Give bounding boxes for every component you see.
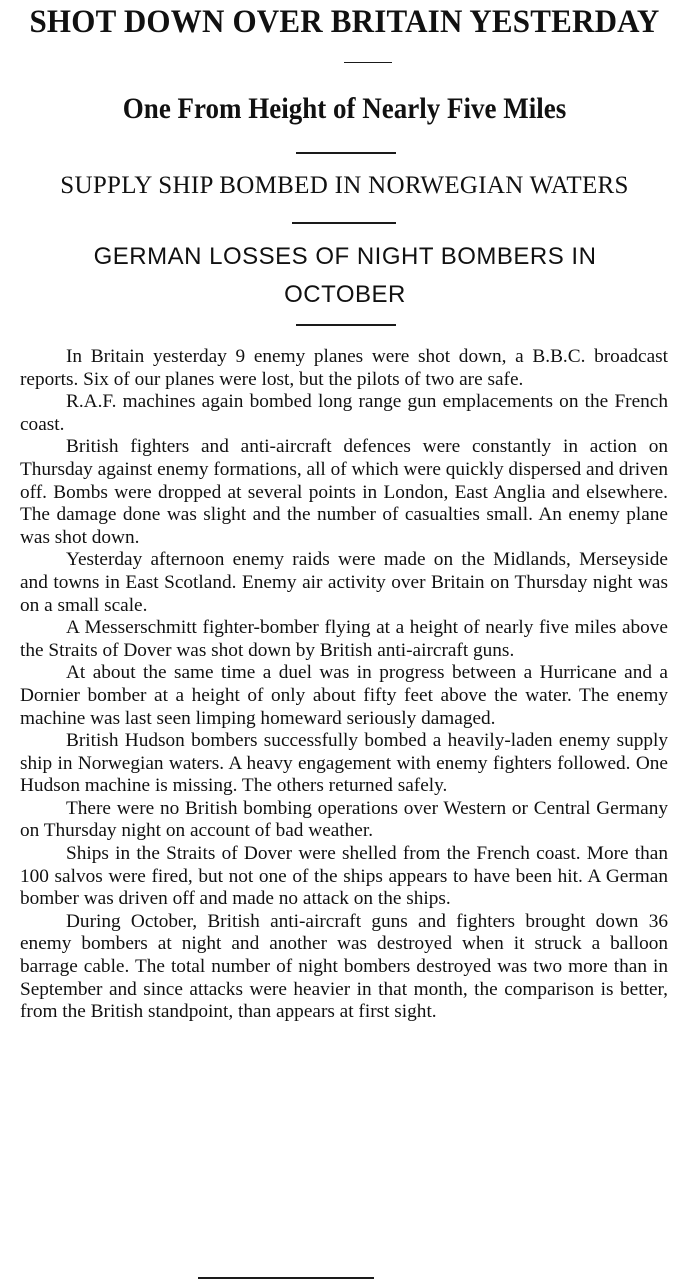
article-paragraph: British fighters and anti-aircraft defences were constantly in action on Thursday against enemy formations, all of which were quickly dispersed and driven off. Bombs were dropped at several points in London, East Anglia and elsewhere. The damage done was slight and the number of casualties small. An enemy plane was shot down. bbox=[20, 436, 668, 548]
main-headline: SHOT DOWN OVER BRITAIN YESTERDAY bbox=[29, 4, 660, 40]
article-paragraph: During October, British anti-aircraft guns and fighters brought down 36 enemy bombers at night and another was destroyed when it struck a balloon barrage cable. The total number of night bombers destroyed was two more than in September and since attacks were heavier in that month, the comparison is better, from the British standpoint, than appears at first sight. bbox=[20, 910, 668, 1023]
article-paragraph: At about the same time a duel was in progress between a Hurricane and a Dornier bomber at a height of only about fifty feet above the water. The enemy machine was last seen limping homeward seriously damaged. bbox=[20, 662, 668, 729]
article-paragraph: A Messerschmitt fighter-bomber flying at a height of nearly five miles above the Straits of Dover was shot down by British anti-aircraft guns. bbox=[20, 617, 668, 661]
article-paragraph: Ships in the Straits of Dover were shelled from the French coast. More than 100 salvos were fired, but not one of the ships appears to have been hit. A German bomber was driven off and made no attack on the ships. bbox=[20, 843, 668, 910]
article-paragraph: There were no British bombing operations over Western or Central Germany on Thursday night on account of bad weather. bbox=[20, 797, 668, 842]
article-paragraph: R.A.F. machines again bombed long range gun emplacements on the French coast. bbox=[20, 391, 668, 435]
divider-rule bbox=[344, 62, 392, 63]
divider-rule bbox=[296, 152, 396, 154]
article-paragraph: Yesterday afternoon enemy raids were made on the Midlands, Merseyside and towns in East Scotland. Enemy air activity over Britain on Thursday night was on a small scale. bbox=[20, 549, 668, 616]
end-rule bbox=[198, 1277, 374, 1279]
article-body bbox=[20, 346, 668, 1024]
divider-rule bbox=[292, 222, 396, 224]
second-headline: One From Height of Nearly Five Miles bbox=[122, 92, 567, 125]
divider-rule bbox=[296, 324, 396, 326]
third-headline: SUPPLY SHIP BOMBED IN NORWEGIAN WATERS bbox=[60, 172, 629, 199]
fourth-headline: GERMAN LOSSES OF NIGHT BOMBERS IN OCTOBER bbox=[93, 243, 597, 308]
article-paragraph: British Hudson bombers successfully bombed a heavily-laden enemy supply ship in Norwegian waters. A heavy engagement with enemy fighters followed. One Hudson machine is missing. The others returned safely. bbox=[20, 730, 668, 797]
article-paragraph: In Britain yesterday 9 enemy planes were shot down, a B.B.C. broadcast reports. Six of our planes were lost, but the pilots of two are safe. bbox=[20, 346, 668, 390]
